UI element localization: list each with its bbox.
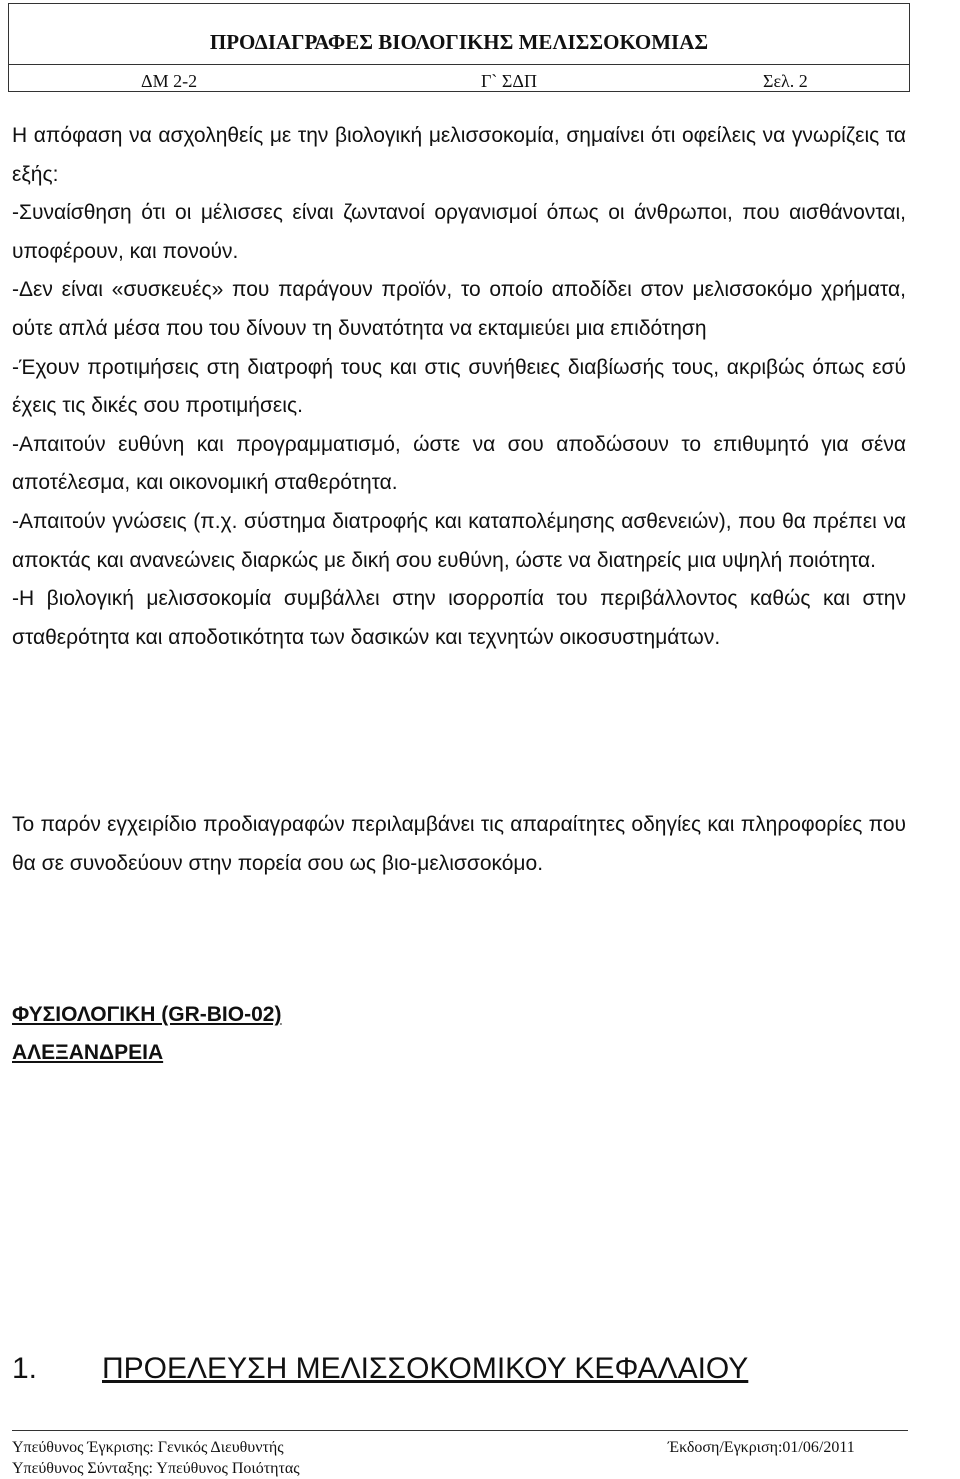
- footer-approval: Υπεύθυνος Έγκρισης: Γενικός Διευθυντής: [12, 1439, 284, 1456]
- bullet-not-devices: -Δεν είναι «συσκευές» που παράγουν προϊόν, το οποίο αποδίδει στον μελισσοκόμο χρήματα, ούτε απλά μέσα που του δίνουν τη δυνατότητα να εκταμιεύει μια επιδότηση: [12, 278, 906, 340]
- bullet-knowledge: -Απαιτούν γνώσεις (π.χ. σύστημα διατροφής και καταπολέμησης ασθενειών), που θα πρέπει να αποκτάς και ανανεώνεις διαρκώς με δική σου ευθύνη, ώστε να διατηρείς μια υψηλή ποιότητα.: [12, 509, 906, 572]
- footer-author: Υπεύθυνος Σύνταξης: Υπεύθυνος Ποιότητας: [12, 1460, 300, 1477]
- section-title: ΠΡΟΕΛΕΥΣΗ ΜΕΛΙΣΣΟΚΟΜΙΚΟΥ ΚΕΦΑΛΑΙΟΥ: [102, 1352, 749, 1385]
- variety-heading: ΦΥΣΙΟΛΟΓΙΚΗ (GR-BIO-02): [12, 1003, 282, 1026]
- header-divider: [9, 64, 909, 65]
- section-heading: [12, 1352, 748, 1386]
- bullet-environment: -Η βιολογική μελισσοκομία συμβάλλει στην ισορροπία του περιβάλλοντος καθώς και στην σταθερότητα και αποδοτικότητα των δασικών και τεχνητών οικοσυστημάτων.: [12, 587, 906, 649]
- footer-edition-date: Έκδοση/Εγκριση:01/06/2011: [668, 1439, 855, 1456]
- document-title: ΠΡΟΔΙΑΓΡΑΦΕΣ ΒΙΟΛΟΓΙΚΗΣ ΜΕΛΙΣΣΟΚΟΜΙΑΣ: [209, 30, 709, 54]
- section-number: 1.: [12, 1352, 38, 1385]
- footer-divider: [12, 1430, 908, 1431]
- bullet-responsibility: -Απαιτούν ευθύνη και προγραμματισμό, ώστε να σου αποδώσουν το επιθυμητό για σένα αποτέλεσμα, και οικονομική σταθερότητα.: [12, 432, 906, 495]
- bullet-preferences: -Έχουν προτιμήσεις στη διατροφή τους και στις συνήθειες διαβίωσής τους, ακριβώς όπως εσύ έχεις τις δικές σου προτιμήσεις.: [12, 355, 906, 418]
- bullet-living-organisms: -Συναίσθηση ότι οι μέλισσες είναι ζωντανοί οργανισμοί όπως οι άνθρωποι, που αισθάνονται, υποφέρουν, και πονούν.: [12, 201, 906, 263]
- intro-block: [12, 117, 906, 657]
- document-code: ΔΜ 2-2: [141, 71, 198, 91]
- page-number: Σελ. 2: [763, 71, 808, 91]
- region-heading: ΑΛΕΞΑΝΔΡΕΙΑ: [12, 1041, 164, 1064]
- department-label: Γ` ΣΔΠ: [481, 71, 537, 91]
- document-header: [8, 3, 910, 92]
- summary-paragraph: Το παρόν εγχειρίδιο προδιαγραφών περιλαμβάνει τις απαραίτητες οδηγίες και πληροφορίες που θα σε συνοδεύουν στην πορεία σου ως βιο-μελισσοκόμο.: [12, 813, 906, 875]
- intro-paragraph: Η απόφαση να ασχοληθείς με την βιολογική μελισσοκομία, σημαίνει ότι οφείλεις να γνωρίζεις τα εξής:: [12, 124, 906, 186]
